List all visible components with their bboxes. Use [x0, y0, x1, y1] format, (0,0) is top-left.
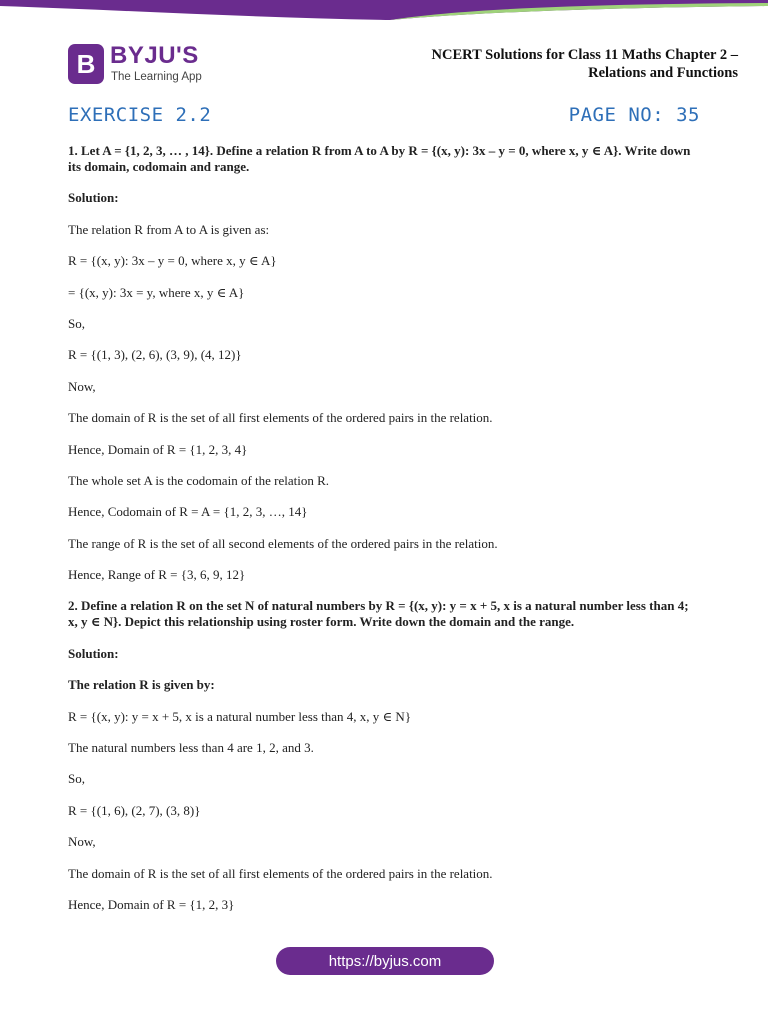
logo-letter: B [76, 49, 96, 79]
top-decorative-band [0, 0, 768, 22]
logo-name: BYJU'S [110, 42, 199, 69]
document-title [358, 46, 738, 82]
solution-content [68, 143, 700, 928]
text-line: The natural numbers less than 4 are 1, 2, and 3. [68, 740, 314, 756]
logo-badge [68, 44, 104, 84]
text-line: The range of R is the set of all second elements of the ordered pairs in the relation. [68, 535, 498, 551]
text-line: So, [68, 771, 85, 787]
document-title-line-1: NCERT Solutions for Class 11 Maths Chapter 2 – [431, 47, 738, 63]
website-link-button[interactable]: https://byjus.com [276, 947, 494, 975]
math-line: Hence, Domain of R = {1, 2, 3} [68, 896, 235, 912]
exercise-heading: EXERCISE 2.2 [68, 104, 212, 126]
text-line: Now, [68, 378, 96, 394]
text-line: The whole set A is the codomain of the relation R. [68, 472, 330, 488]
text-line: The domain of R is the set of all first elements of the ordered pairs in the relation. [68, 410, 493, 426]
text-line: So, [68, 315, 85, 331]
math-line: Hence, Codomain of R = A = {1, 2, 3, …, 14} [68, 504, 308, 520]
math-line: R = {(x, y): y = x + 5, x is a natural number less than 4, x, y ∈ N} [68, 708, 412, 724]
math-line: Hence, Domain of R = {1, 2, 3, 4} [68, 441, 248, 457]
text-line: Now, [68, 834, 96, 850]
question-1: 1. Let A = {1, 2, 3, … , 14}. Define a relation R from A to A by R = {(x, y): 3x – y = 0, where x, y ∈ A}. Write down its domain, codomain and range. [68, 143, 691, 174]
solution-label: Solution: [68, 190, 119, 206]
logo-tagline: The Learning App [111, 71, 202, 83]
text-line: The relation R from A to A is given as: [68, 221, 270, 237]
text-line: The relation R is given by: [68, 677, 215, 693]
math-line: R = {(1, 3), (2, 6), (3, 9), (4, 12)} [68, 347, 242, 363]
math-line: R = {(1, 6), (2, 7), (3, 8)} [68, 802, 201, 818]
document-title-line-2: Relations and Functions [588, 65, 738, 81]
math-line: Hence, Range of R = {3, 6, 9, 12} [68, 567, 246, 583]
byjus-logo [68, 44, 228, 88]
solution-label: Solution: [68, 645, 119, 661]
question-2: 2. Define a relation R on the set N of natural numbers by R = {(x, y): y = x + 5, x is a natural number less than 4; x, y ∈ N}. Depict this relationship using roster form. Write down the domain and the range. [68, 598, 689, 630]
page-number-heading: PAGE NO: 35 [568, 104, 700, 126]
text-line: The domain of R is the set of all first elements of the ordered pairs in the relation. [68, 865, 493, 881]
math-line: = {(x, y): 3x = y, where x, y ∈ A} [68, 284, 245, 300]
math-line: R = {(x, y): 3x – y = 0, where x, y ∈ A} [68, 253, 277, 269]
